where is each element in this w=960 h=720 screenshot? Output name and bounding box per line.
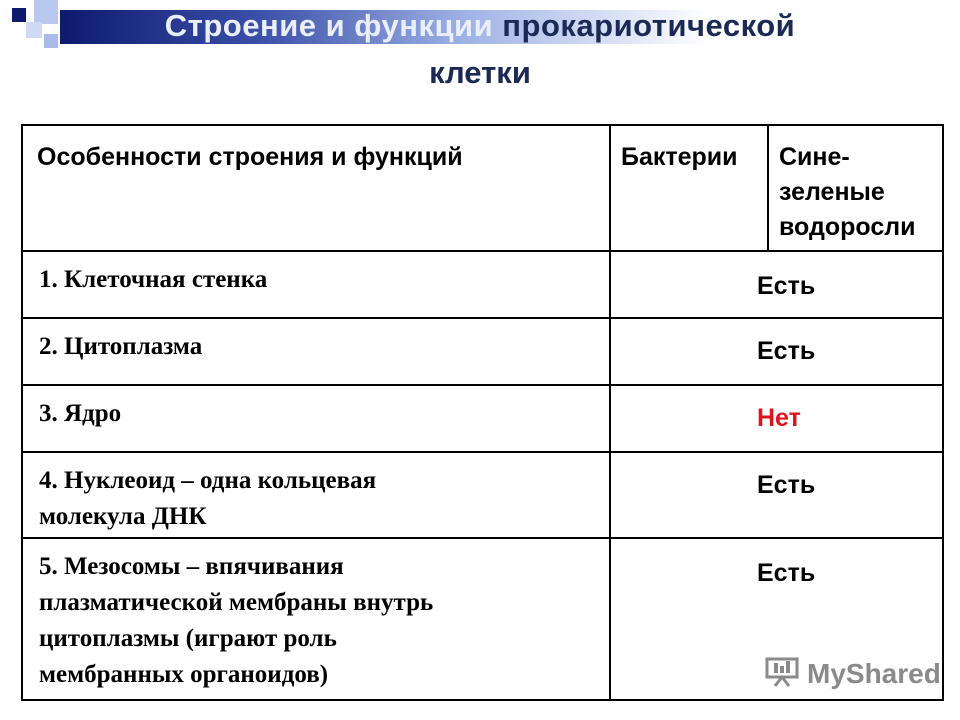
value-text: Есть	[757, 272, 816, 300]
header-bacteria: Бактерии	[621, 143, 738, 171]
table-row	[22, 251, 943, 318]
feature-text: 2. Цитоплазма	[39, 333, 203, 360]
feature-line: 5. Мезосомы – впячивания	[39, 553, 344, 580]
table-row	[22, 452, 943, 538]
feature-text	[23, 453, 609, 535]
page-title-line2: клетки	[429, 55, 531, 90]
value-cell	[610, 452, 943, 538]
value-text: Есть	[757, 559, 816, 587]
value-cell	[610, 318, 943, 385]
value-cell	[610, 251, 943, 318]
header-cell-bacteria	[610, 125, 768, 251]
table-row	[22, 385, 943, 452]
feature-cell	[22, 452, 610, 538]
header-features: Особенности строения и функций	[37, 143, 463, 171]
feature-cell	[22, 318, 610, 385]
feature-line: мембранных органоидов)	[39, 661, 329, 688]
value-text: Есть	[757, 471, 816, 499]
header-cell-algae	[768, 125, 943, 251]
value-cell	[610, 385, 943, 452]
page-title-line1	[0, 8, 960, 44]
watermark	[765, 656, 941, 692]
table-header-row	[22, 125, 943, 251]
value-text-absent: Нет	[757, 404, 801, 432]
header-algae-line: Сине-	[779, 143, 850, 171]
feature-line: цитоплазмы (играют роль	[39, 625, 337, 652]
feature-line: молекула ДНК	[39, 503, 207, 530]
title-part1: Строение и функции	[164, 8, 494, 43]
watermark-text: MyShared	[807, 658, 941, 689]
feature-line: плазматической мембраны внутрь	[39, 589, 434, 616]
header-algae-line: зеленые	[779, 178, 885, 206]
feature-text	[23, 539, 609, 693]
feature-cell	[22, 251, 610, 318]
feature-cell	[22, 385, 610, 452]
value-text: Есть	[757, 337, 816, 365]
header-algae-line: водоросли	[779, 213, 916, 241]
feature-cell	[22, 538, 610, 700]
feature-text: 1. Клеточная стенка	[39, 266, 268, 293]
header-cell-features	[22, 125, 610, 251]
table-row	[22, 318, 943, 385]
prokaryote-table	[21, 124, 944, 701]
presentation-screen-icon	[765, 655, 799, 694]
header-algae	[769, 126, 942, 245]
feature-text: 3. Ядро	[39, 400, 122, 427]
feature-line: 4. Нуклеоид – одна кольцевая	[39, 467, 377, 494]
title-part2: прокариотической	[502, 8, 796, 43]
